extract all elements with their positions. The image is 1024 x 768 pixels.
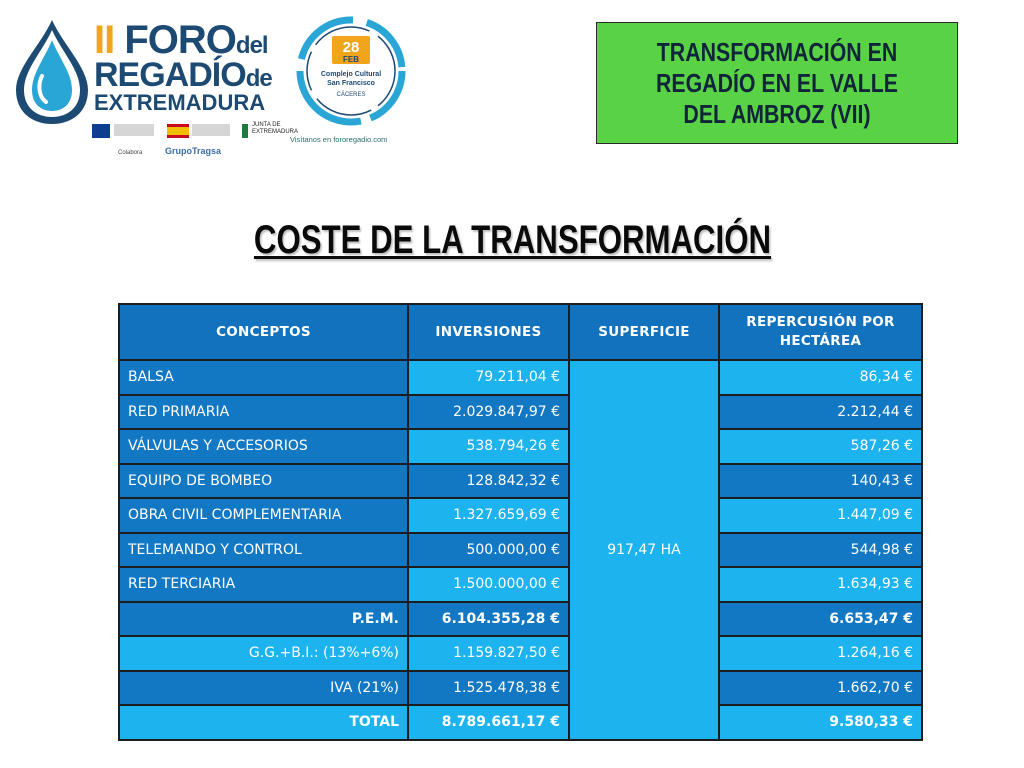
spain-flag-icon [167,124,189,138]
per-hectare-cell: 1.447,09 € [719,498,922,533]
table-row [119,636,922,671]
header-repercusion-line1: REPERCUSIÓN POR [746,314,895,330]
regadio-word: REGADÍO [94,56,246,94]
colabora-label: Colabora [118,150,143,156]
junta-extremadura-label: JUNTA DE EXTREMADURA [252,122,299,135]
per-hectare-cell: 6.653,47 € [719,602,922,637]
sponsor-logos [92,122,299,146]
eu-sponsor-text [114,124,154,136]
concept-cell: OBRA CIVIL COMPLEMENTARIA [119,498,408,533]
per-hectare-cell: 2.212,44 € [719,395,922,430]
per-hectare-cell: 1.264,16 € [719,636,922,671]
event-date-badge [296,16,406,126]
table-row [119,464,922,499]
cost-table [118,303,923,741]
table-row [119,567,922,602]
extremadura-word: EXTREMADURA [94,90,266,115]
investment-cell: 1.327.659,69 € [408,498,569,533]
foro-title [94,20,272,114]
badge-caption: Visítanos en fororegadio.com [290,135,388,144]
per-hectare-cell: 544,98 € [719,533,922,568]
investment-cell: 2.029.847,97 € [408,395,569,430]
section-heading: COSTE DE LA TRANSFORMACIÓN [253,218,771,262]
investment-cell: 1.500.000,00 € [408,567,569,602]
table-row [119,360,922,395]
concept-cell: RED PRIMARIA [119,395,408,430]
per-hectare-cell: 86,34 € [719,360,922,395]
investment-cell: 8.789.661,17 € [408,705,569,740]
table-row [119,533,922,568]
badge-day: 28 [342,39,360,56]
concept-cell: TELEMANDO Y CONTROL [119,533,408,568]
eu-flag-icon [92,124,110,138]
header-inversiones: INVERSIONES [408,304,569,360]
table-row [119,395,922,430]
investment-cell: 500.000,00 € [408,533,569,568]
section-heading-wrap [0,218,1024,263]
concept-cell: P.E.M. [119,602,408,637]
badge-month: FEB [343,55,359,64]
concept-cell: IVA (21%) [119,671,408,706]
table-row-pem [119,602,922,637]
table-row [119,671,922,706]
concept-cell: EQUIPO DE BOMBEO [119,464,408,499]
badge-venue-line2: San Francisco [327,80,375,87]
concept-cell: BALSA [119,360,408,395]
investment-cell: 1.159.827,50 € [408,636,569,671]
per-hectare-cell: 587,26 € [719,429,922,464]
table-row [119,429,922,464]
per-hectare-cell: 1.662,70 € [719,671,922,706]
per-hectare-cell: 9.580,33 € [719,705,922,740]
header-superficie: SUPERFICIE [569,304,719,360]
table-row-total [119,705,922,740]
foro-del: del [235,32,268,59]
badge-venue-line1: Complejo Cultural [320,71,382,78]
foro-de: de [245,65,272,92]
slide-title-box [596,22,958,144]
superficie-cell: 917,47 HA [569,360,719,740]
header-repercusion-line2: HECTÁREA [779,333,862,349]
investment-cell: 538.794,26 € [408,429,569,464]
foro-regadio-logo [12,10,299,160]
concept-cell: G.G.+B.I.: (13%+6%) [119,636,408,671]
header-repercusion [719,304,922,360]
investment-cell: 6.104.355,28 € [408,602,569,637]
per-hectare-cell: 1.634,93 € [719,567,922,602]
investment-cell: 1.525.478,38 € [408,671,569,706]
concept-cell: TOTAL [119,705,408,740]
water-drop-icon [12,16,92,128]
junta-extremadura-icon [242,124,248,138]
header-conceptos: CONCEPTOS [119,304,408,360]
per-hectare-cell: 140,43 € [719,464,922,499]
concept-cell: RED TERCIARIA [119,567,408,602]
ministry-sponsor-text [192,124,230,136]
investment-cell: 79.211,04 € [408,360,569,395]
concept-cell: VÁLVULAS Y ACCESORIOS [119,429,408,464]
foro-numeral: II [94,18,115,62]
slide-title: TRANSFORMACIÓN EN REGADÍO EN EL VALLE DEL AMBROZ (VII) [655,36,899,129]
badge-city: CÁCERES [336,92,366,98]
foro-word: FORO [124,18,236,62]
table-row [119,498,922,533]
table-header-row [119,304,922,360]
grupo-tragsa-logo: GrupoTragsa [165,146,222,156]
investment-cell: 128.842,32 € [408,464,569,499]
